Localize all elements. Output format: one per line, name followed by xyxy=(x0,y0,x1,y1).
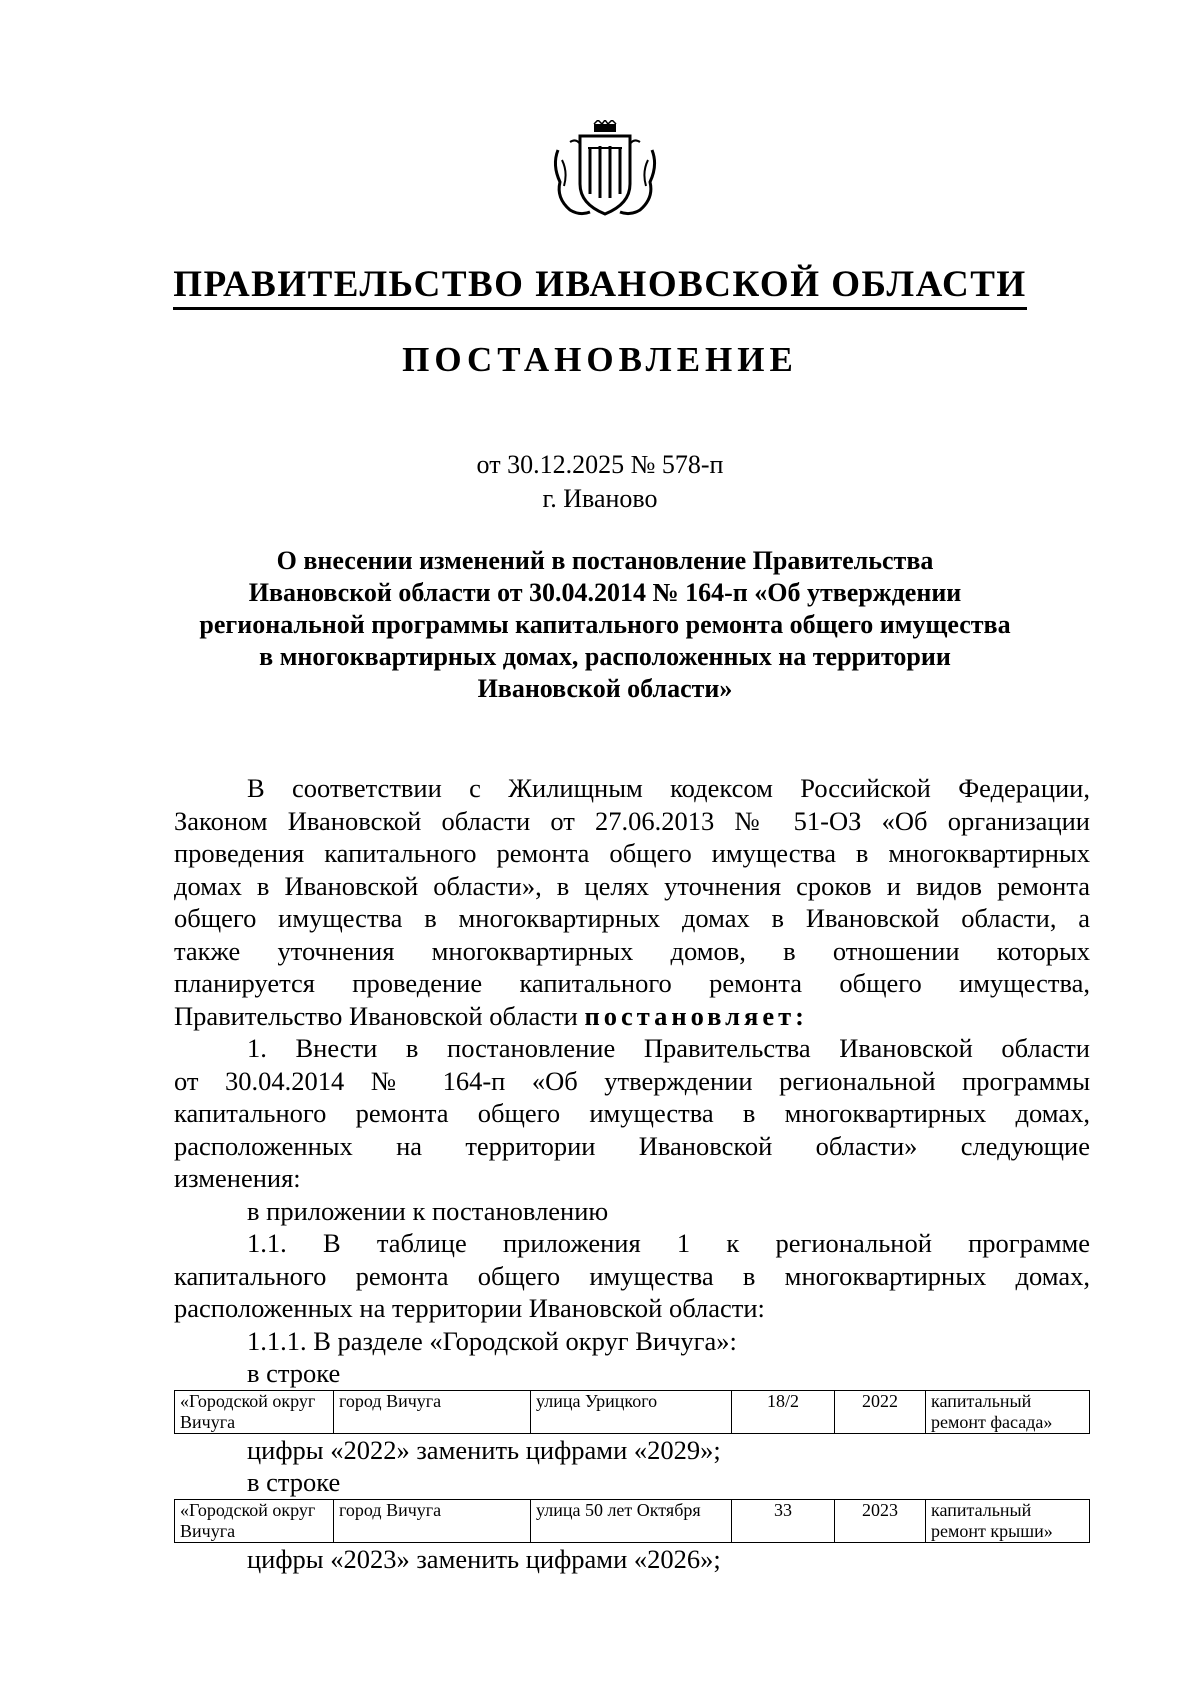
document-title xyxy=(150,545,1060,705)
body-line: изменения: xyxy=(174,1163,301,1193)
body-line: цифры «2023» заменить цифрами «2026»; xyxy=(247,1543,721,1574)
table-row-1 xyxy=(174,1390,1090,1434)
body-line: цифры «2022» заменить цифрами «2029»; xyxy=(247,1434,721,1465)
body-line: капитального ремонта общего имущества в многоквартирных домах, xyxy=(174,1098,1090,1128)
preamble-end: Правительство Ивановской области xyxy=(174,1000,578,1031)
table-row xyxy=(175,1390,1090,1433)
body-line: 1.1. В таблице приложения 1 к региональной программе xyxy=(247,1228,1090,1258)
body-line: домах в Ивановской области», в целях уточнения сроков и видов ремонта xyxy=(174,870,1090,901)
body-line: капитального ремонта общего имущества в многоквартирных домах, xyxy=(174,1260,1090,1291)
table-cell: «Городской округ Вичуга xyxy=(175,1390,334,1433)
document-type-heading: ПОСТАНОВЛЕНИЕ xyxy=(402,340,798,379)
body-line: 1.1.1. В разделе «Городской округ Вичуга»: xyxy=(247,1325,737,1356)
body-line xyxy=(174,1000,1090,1033)
title-line: в многоквартирных домах, расположенных на территории xyxy=(259,642,951,671)
body-line: в приложении к постановлению xyxy=(247,1195,609,1226)
table-cell: улица 50 лет Октября xyxy=(531,1499,732,1542)
table-cell: город Вичуга xyxy=(334,1499,531,1542)
body-line: в строке xyxy=(247,1467,341,1497)
city: г. Иваново xyxy=(542,484,658,513)
body-line: 1. Внести в постановление Правительства Ивановской области xyxy=(247,1033,1090,1063)
title-line: Ивановской области от 30.04.2014 № 164-п «Об утверждении xyxy=(248,578,962,607)
table-cell: 33 xyxy=(732,1499,835,1542)
body-line: Законом Ивановской области от 27.06.2013 № 51-ОЗ «Об организации xyxy=(174,805,1090,836)
title-line: Ивановской области» xyxy=(477,674,733,703)
table-cell: город Вичуга xyxy=(334,1390,531,1433)
body-line: планируется проведение капитального ремонта общего имущества, xyxy=(174,968,1090,998)
body-line: в строке xyxy=(247,1358,341,1388)
body-line: расположенных на территории Ивановской области: xyxy=(174,1293,765,1323)
coat-of-arms-emblem xyxy=(550,120,660,220)
table-cell: капитальный ремонт крыши» xyxy=(926,1499,1090,1542)
body-line: расположенных на территории Ивановской области» следующие xyxy=(174,1130,1090,1161)
table-cell: «Городской округ Вичуга xyxy=(175,1499,334,1542)
table-cell: капитальный ремонт фасада» xyxy=(926,1390,1090,1433)
table-cell: 18/2 xyxy=(732,1390,835,1433)
table-cell: улица Урицкого xyxy=(531,1390,732,1433)
body-line: В соответствии с Жилищным кодексом Российской Федерации, xyxy=(247,773,1090,803)
title-line: региональной программы капитального ремонта общего имущества xyxy=(199,610,1011,639)
document-body xyxy=(174,772,1090,1575)
table-cell: 2022 xyxy=(835,1390,926,1433)
title-line: О внесении изменений в постановление Правительства xyxy=(276,546,934,575)
body-line: проведения капитального ремонта общего имущества в многоквартирных xyxy=(174,838,1090,868)
table-cell: 2023 xyxy=(835,1499,926,1542)
date-number: от 30.12.2025 № 578-п xyxy=(476,450,724,479)
body-line: также уточнения многоквартирных домов, в отношении которых xyxy=(174,935,1090,966)
table-row-2 xyxy=(174,1499,1090,1543)
table-row xyxy=(175,1499,1090,1542)
decree-word: постановляет: xyxy=(584,1000,808,1031)
body-line: от 30.04.2014 № 164-п «Об утверждении региональной программы xyxy=(174,1065,1090,1096)
body-line: общего имущества в многоквартирных домах в Ивановской области, а xyxy=(174,903,1090,933)
organization-heading: ПРАВИТЕЛЬСТВО ИВАНОВСКОЙ ОБЛАСТИ xyxy=(0,263,1200,306)
